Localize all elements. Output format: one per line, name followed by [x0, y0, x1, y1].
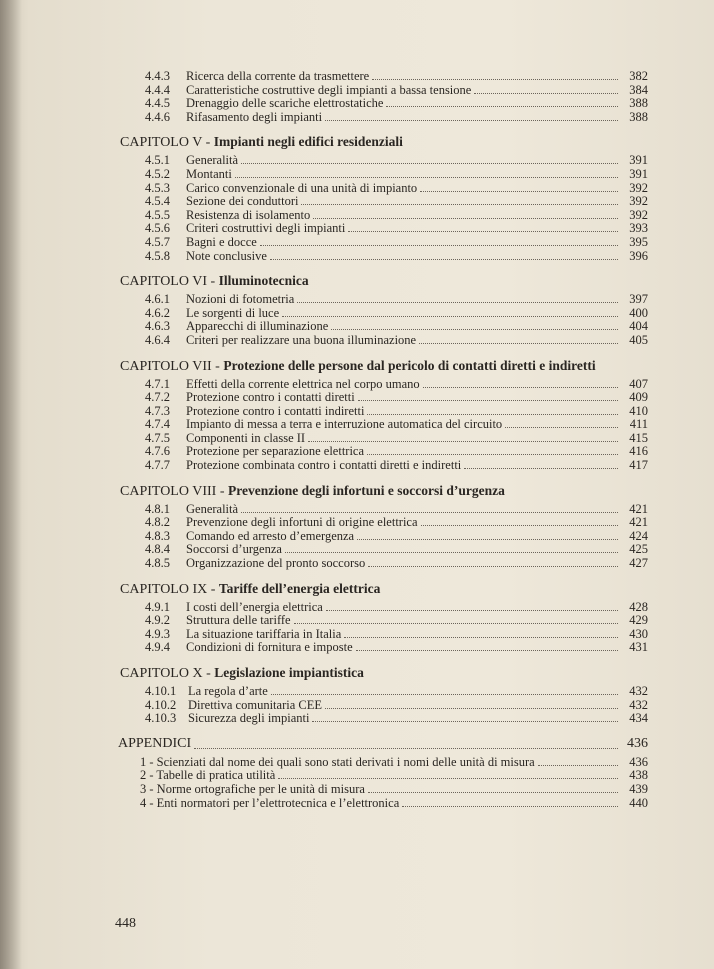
- toc-entry[interactable]: [0, 503, 714, 517]
- entry-title: Componenti in classe II: [186, 430, 306, 445]
- chapter-label: CAPITOLO VII: [120, 358, 212, 374]
- entry-title: Condizioni di fornitura e imposte: [186, 640, 353, 655]
- entry-title: Protezione per separazione elettrica: [186, 444, 365, 459]
- dot-leader: [367, 414, 618, 415]
- dot-leader: [348, 231, 618, 232]
- chapter-title: Impianti negli edifici residenziali: [213, 134, 403, 150]
- page-number: 448: [115, 916, 136, 931]
- entry-number: 4.6.3: [145, 319, 170, 334]
- dot-leader: [402, 806, 618, 807]
- dot-leader: [325, 120, 618, 121]
- entry-page: 405: [629, 332, 648, 347]
- entry-number: 4.7.3: [145, 403, 170, 418]
- entry-title: Effetti della corrente elettrica nel corpo umano: [186, 376, 420, 391]
- entry-title: Criteri per realizzare una buona illuminazione: [186, 332, 417, 347]
- entry-number: 4.9.1: [145, 599, 170, 614]
- chapter-label: CAPITOLO IX: [120, 581, 208, 597]
- toc-entry[interactable]: [0, 712, 714, 726]
- chapter-title: Illuminotecnica: [218, 273, 309, 289]
- dot-leader: [505, 427, 618, 428]
- entry-title: Rifasamento degli impianti: [186, 109, 323, 124]
- chapter-label: CAPITOLO VIII: [120, 483, 217, 499]
- entry-number: 4.5.2: [145, 166, 170, 181]
- toc-entry[interactable]: [0, 418, 714, 432]
- entry-page: 388: [629, 96, 648, 111]
- appendix-page: 436: [627, 735, 648, 751]
- entry-page: 384: [629, 82, 648, 97]
- dot-leader: [344, 637, 618, 638]
- entry-title: 4 - Enti normatori per l’elettrotecnica e l’elettronica: [140, 795, 400, 810]
- appendix-entry[interactable]: [0, 756, 714, 770]
- toc-entry[interactable]: [0, 628, 714, 642]
- entry-title: Caratteristiche costruttive degli impianti a bassa tensione: [186, 82, 472, 97]
- dot-leader: [270, 259, 618, 260]
- toc-entry[interactable]: [0, 154, 714, 168]
- toc-entry[interactable]: [0, 459, 714, 473]
- toc-entry[interactable]: [0, 168, 714, 182]
- toc-entry[interactable]: [0, 70, 714, 84]
- dot-leader: [313, 218, 618, 219]
- entry-title: Protezione combinata contro i contatti diretti e indiretti: [186, 458, 462, 473]
- entry-title: Protezione contro i contatti diretti: [186, 390, 355, 405]
- entry-number: 4.10.3: [145, 711, 177, 726]
- entry-page: 421: [629, 515, 648, 530]
- dot-leader: [282, 316, 618, 317]
- entry-title: Prevenzione degli infortuni di origine elettrica: [186, 515, 418, 530]
- dot-leader: [325, 708, 618, 709]
- chapter-separator: -: [207, 581, 219, 597]
- entry-title: I costi dell’energia elettrica: [186, 599, 323, 614]
- entry-page: 388: [629, 109, 648, 124]
- entry-page: 410: [629, 403, 648, 418]
- entry-number: 4.5.6: [145, 221, 170, 236]
- dot-leader: [194, 748, 618, 749]
- entry-page: 392: [629, 180, 648, 195]
- entry-number: 4.5.5: [145, 207, 170, 222]
- toc-entry[interactable]: [0, 391, 714, 405]
- dot-leader: [308, 441, 618, 442]
- toc-entry[interactable]: [0, 320, 714, 334]
- entry-number: 4.4.4: [145, 82, 170, 97]
- entry-number: 4.7.1: [145, 376, 170, 391]
- entry-title: 1 - Scienziati dal nome dei quali sono stati derivati i nomi delle unità di misura: [140, 754, 535, 769]
- entry-page: 440: [629, 795, 648, 810]
- toc-entry[interactable]: [0, 614, 714, 628]
- entry-title: La situazione tariffaria in Italia: [186, 626, 342, 641]
- entry-title: Generalità: [186, 153, 239, 168]
- toc-entry[interactable]: [0, 182, 714, 196]
- entry-page: 428: [629, 599, 648, 614]
- dot-leader: [312, 721, 618, 722]
- entry-number: 4.5.7: [145, 234, 170, 249]
- entry-title: Drenaggio delle scariche elettrostatiche: [186, 96, 384, 111]
- dot-leader: [294, 623, 618, 624]
- entry-title: Le sorgenti di luce: [186, 305, 280, 320]
- entry-page: 391: [629, 153, 648, 168]
- entry-title: Impianto di messa a terra e interruzione automatica del circuito: [186, 417, 503, 432]
- chapter-heading: [0, 577, 714, 601]
- entry-page: 436: [629, 754, 648, 769]
- toc-entry[interactable]: [0, 111, 714, 125]
- entry-number: 4.7.2: [145, 390, 170, 405]
- entry-number: 4.7.6: [145, 444, 170, 459]
- chapter-label: CAPITOLO X: [120, 666, 203, 681]
- toc-entry[interactable]: [0, 97, 714, 111]
- chapter-separator: -: [202, 135, 214, 151]
- dot-leader: [421, 525, 618, 526]
- dot-leader: [368, 792, 618, 793]
- toc-entry[interactable]: [0, 601, 714, 615]
- entry-number: 4.6.2: [145, 305, 170, 320]
- chapter-separator: -: [216, 483, 228, 499]
- entry-page: 415: [629, 430, 648, 445]
- entry-page: 392: [629, 207, 648, 222]
- entry-number: 4.5.1: [145, 153, 170, 168]
- chapter-separator: -: [211, 358, 224, 374]
- entry-title: Resistenza di isolamento: [186, 207, 311, 222]
- entry-title: Organizzazione del pronto soccorso: [186, 556, 366, 571]
- entry-number: 4.5.4: [145, 194, 170, 209]
- dot-leader: [260, 245, 618, 246]
- dot-leader: [419, 343, 618, 344]
- toc-entry[interactable]: [0, 293, 714, 307]
- entry-title: La regola d’arte: [188, 684, 268, 698]
- entry-page: 432: [629, 697, 648, 712]
- dot-leader: [271, 694, 618, 695]
- table-of-contents: [0, 70, 714, 810]
- dot-leader: [372, 79, 618, 80]
- dot-leader: [423, 387, 618, 388]
- toc-entry[interactable]: [0, 209, 714, 223]
- toc-entry[interactable]: [0, 432, 714, 446]
- toc-entry[interactable]: [0, 699, 714, 713]
- toc-entry[interactable]: [0, 236, 714, 250]
- entry-number: 4.10.2: [145, 697, 177, 712]
- entry-page: 404: [629, 319, 648, 334]
- dot-leader: [297, 302, 618, 303]
- dot-leader: [331, 329, 618, 330]
- dot-leader: [538, 765, 618, 766]
- entry-number: 4.4.3: [145, 69, 170, 83]
- entry-page: 425: [629, 542, 648, 557]
- dot-leader: [464, 468, 618, 469]
- toc-entry[interactable]: [0, 445, 714, 459]
- entry-number: 4.4.6: [145, 109, 170, 124]
- entry-number: 4.7.4: [145, 417, 170, 432]
- entry-title: Soccorsi d’urgenza: [186, 542, 282, 557]
- entry-number: 4.8.4: [145, 542, 170, 557]
- toc-entry[interactable]: [0, 334, 714, 348]
- chapter-title: Tariffe dell’energia elettrica: [218, 580, 381, 596]
- entry-page: 429: [629, 613, 648, 628]
- chapter-heading: [0, 661, 714, 685]
- entry-title: Nozioni di fotometria: [186, 292, 295, 307]
- chapter-heading: [0, 479, 714, 503]
- entry-title: Note conclusive: [186, 248, 267, 263]
- entry-page: 409: [629, 390, 648, 405]
- entry-number: 4.5.8: [145, 248, 170, 263]
- dot-leader: [420, 191, 618, 192]
- entry-title: 2 - Tabelle di pratica utilità: [140, 768, 276, 783]
- entry-number: 4.5.3: [145, 180, 170, 195]
- entry-number: 4.6.1: [145, 292, 170, 307]
- entry-page: 395: [629, 234, 648, 249]
- dot-leader: [386, 106, 618, 107]
- toc-entry[interactable]: [0, 250, 714, 264]
- dot-leader: [326, 610, 618, 611]
- entry-page: 393: [629, 221, 648, 236]
- appendix-label: APPENDICI: [118, 735, 192, 751]
- entry-number: 4.9.4: [145, 640, 170, 655]
- entry-number: 4.8.2: [145, 515, 170, 530]
- dot-leader: [301, 204, 618, 205]
- toc-entry[interactable]: [0, 557, 714, 571]
- entry-page: 432: [629, 684, 648, 698]
- entry-title: Montanti: [186, 166, 232, 181]
- entry-page: 382: [629, 69, 648, 83]
- chapter-heading: [0, 269, 714, 293]
- toc-entry[interactable]: [0, 685, 714, 699]
- entry-title: Bagni e docce: [186, 234, 257, 249]
- chapter-separator: -: [202, 666, 215, 681]
- toc-entry[interactable]: [0, 641, 714, 655]
- entry-number: 4.8.5: [145, 556, 170, 571]
- dot-leader: [368, 566, 618, 567]
- entry-number: 4.7.5: [145, 430, 170, 445]
- chapter-separator: -: [207, 274, 219, 290]
- entry-title: Generalità: [186, 501, 239, 516]
- entry-page: 391: [629, 166, 648, 181]
- entry-page: 411: [629, 417, 648, 432]
- entry-title: Sicurezza degli impianti: [188, 711, 310, 726]
- dot-leader: [235, 177, 618, 178]
- entry-page: 397: [629, 292, 648, 307]
- entry-page: 407: [629, 376, 648, 391]
- entry-number: 4.9.2: [145, 613, 170, 628]
- entry-page: 431: [629, 640, 648, 655]
- dot-leader: [241, 163, 618, 164]
- appendix-heading[interactable]: [0, 732, 714, 756]
- entry-page: 421: [629, 501, 648, 516]
- entry-title: Apparecchi di illuminazione: [186, 319, 329, 334]
- entry-number: 4.8.3: [145, 528, 170, 543]
- toc-entry[interactable]: [0, 378, 714, 392]
- chapter-title: Protezione delle persone dal pericolo di contatti diretti e indiretti: [223, 357, 596, 373]
- appendix-entry[interactable]: [0, 769, 714, 783]
- entry-page: 416: [629, 444, 648, 459]
- appendix-entry[interactable]: [0, 797, 714, 811]
- entry-number: 4.4.5: [145, 96, 170, 111]
- entry-page: 427: [629, 556, 648, 571]
- entry-title: Comando ed arresto d’emergenza: [186, 528, 355, 543]
- entry-title: 3 - Norme ortografiche per le unità di misura: [140, 781, 365, 796]
- chapter-heading: [0, 130, 714, 154]
- chapter-heading: [0, 354, 714, 378]
- entry-page: 417: [629, 458, 648, 473]
- dot-leader: [241, 512, 618, 513]
- dot-leader: [358, 400, 618, 401]
- chapter-label: CAPITOLO V: [120, 135, 203, 151]
- entry-number: 4.6.4: [145, 332, 170, 347]
- entry-title: Direttiva comunitaria CEE: [188, 697, 322, 712]
- entry-title: Sezione dei conduttori: [186, 194, 299, 209]
- toc-entry[interactable]: [0, 543, 714, 557]
- dot-leader: [285, 552, 618, 553]
- entry-page: 430: [629, 626, 648, 641]
- entry-number: 4.9.3: [145, 626, 170, 641]
- toc-entry[interactable]: [0, 84, 714, 98]
- toc-entry[interactable]: [0, 222, 714, 236]
- entry-title: Protezione contro i contatti indiretti: [186, 403, 365, 418]
- entry-number: 4.8.1: [145, 501, 170, 516]
- chapter-title: Prevenzione degli infortuni e soccorsi d’urgenza: [227, 482, 505, 498]
- entry-page: 400: [629, 305, 648, 320]
- entry-page: 424: [629, 528, 648, 543]
- toc-entry[interactable]: [0, 195, 714, 209]
- toc-entry[interactable]: [0, 405, 714, 419]
- entry-title: Ricerca della corrente da trasmettere: [186, 69, 370, 83]
- appendix-entry[interactable]: [0, 783, 714, 797]
- entry-page: 396: [629, 248, 648, 263]
- dot-leader: [356, 650, 618, 651]
- entry-title: Criteri costruttivi degli impianti: [186, 221, 346, 236]
- toc-entry[interactable]: [0, 307, 714, 321]
- chapter-label: CAPITOLO VI: [120, 274, 207, 290]
- entry-page: 434: [629, 711, 648, 726]
- entry-number: 4.10.1: [145, 684, 177, 698]
- chapter-title: Legislazione impiantistica: [214, 665, 364, 680]
- entry-title: Struttura delle tariffe: [186, 613, 291, 628]
- entry-page: 438: [629, 768, 648, 783]
- dot-leader: [357, 539, 618, 540]
- entry-title: Carico convenzionale di una unità di impianto: [186, 180, 418, 195]
- toc-entry[interactable]: [0, 516, 714, 530]
- dot-leader: [367, 454, 618, 455]
- dot-leader: [278, 778, 618, 779]
- dot-leader: [474, 93, 618, 94]
- entry-page: 392: [629, 194, 648, 209]
- entry-number: 4.7.7: [145, 458, 170, 473]
- toc-entry[interactable]: [0, 530, 714, 544]
- entry-page: 439: [629, 781, 648, 796]
